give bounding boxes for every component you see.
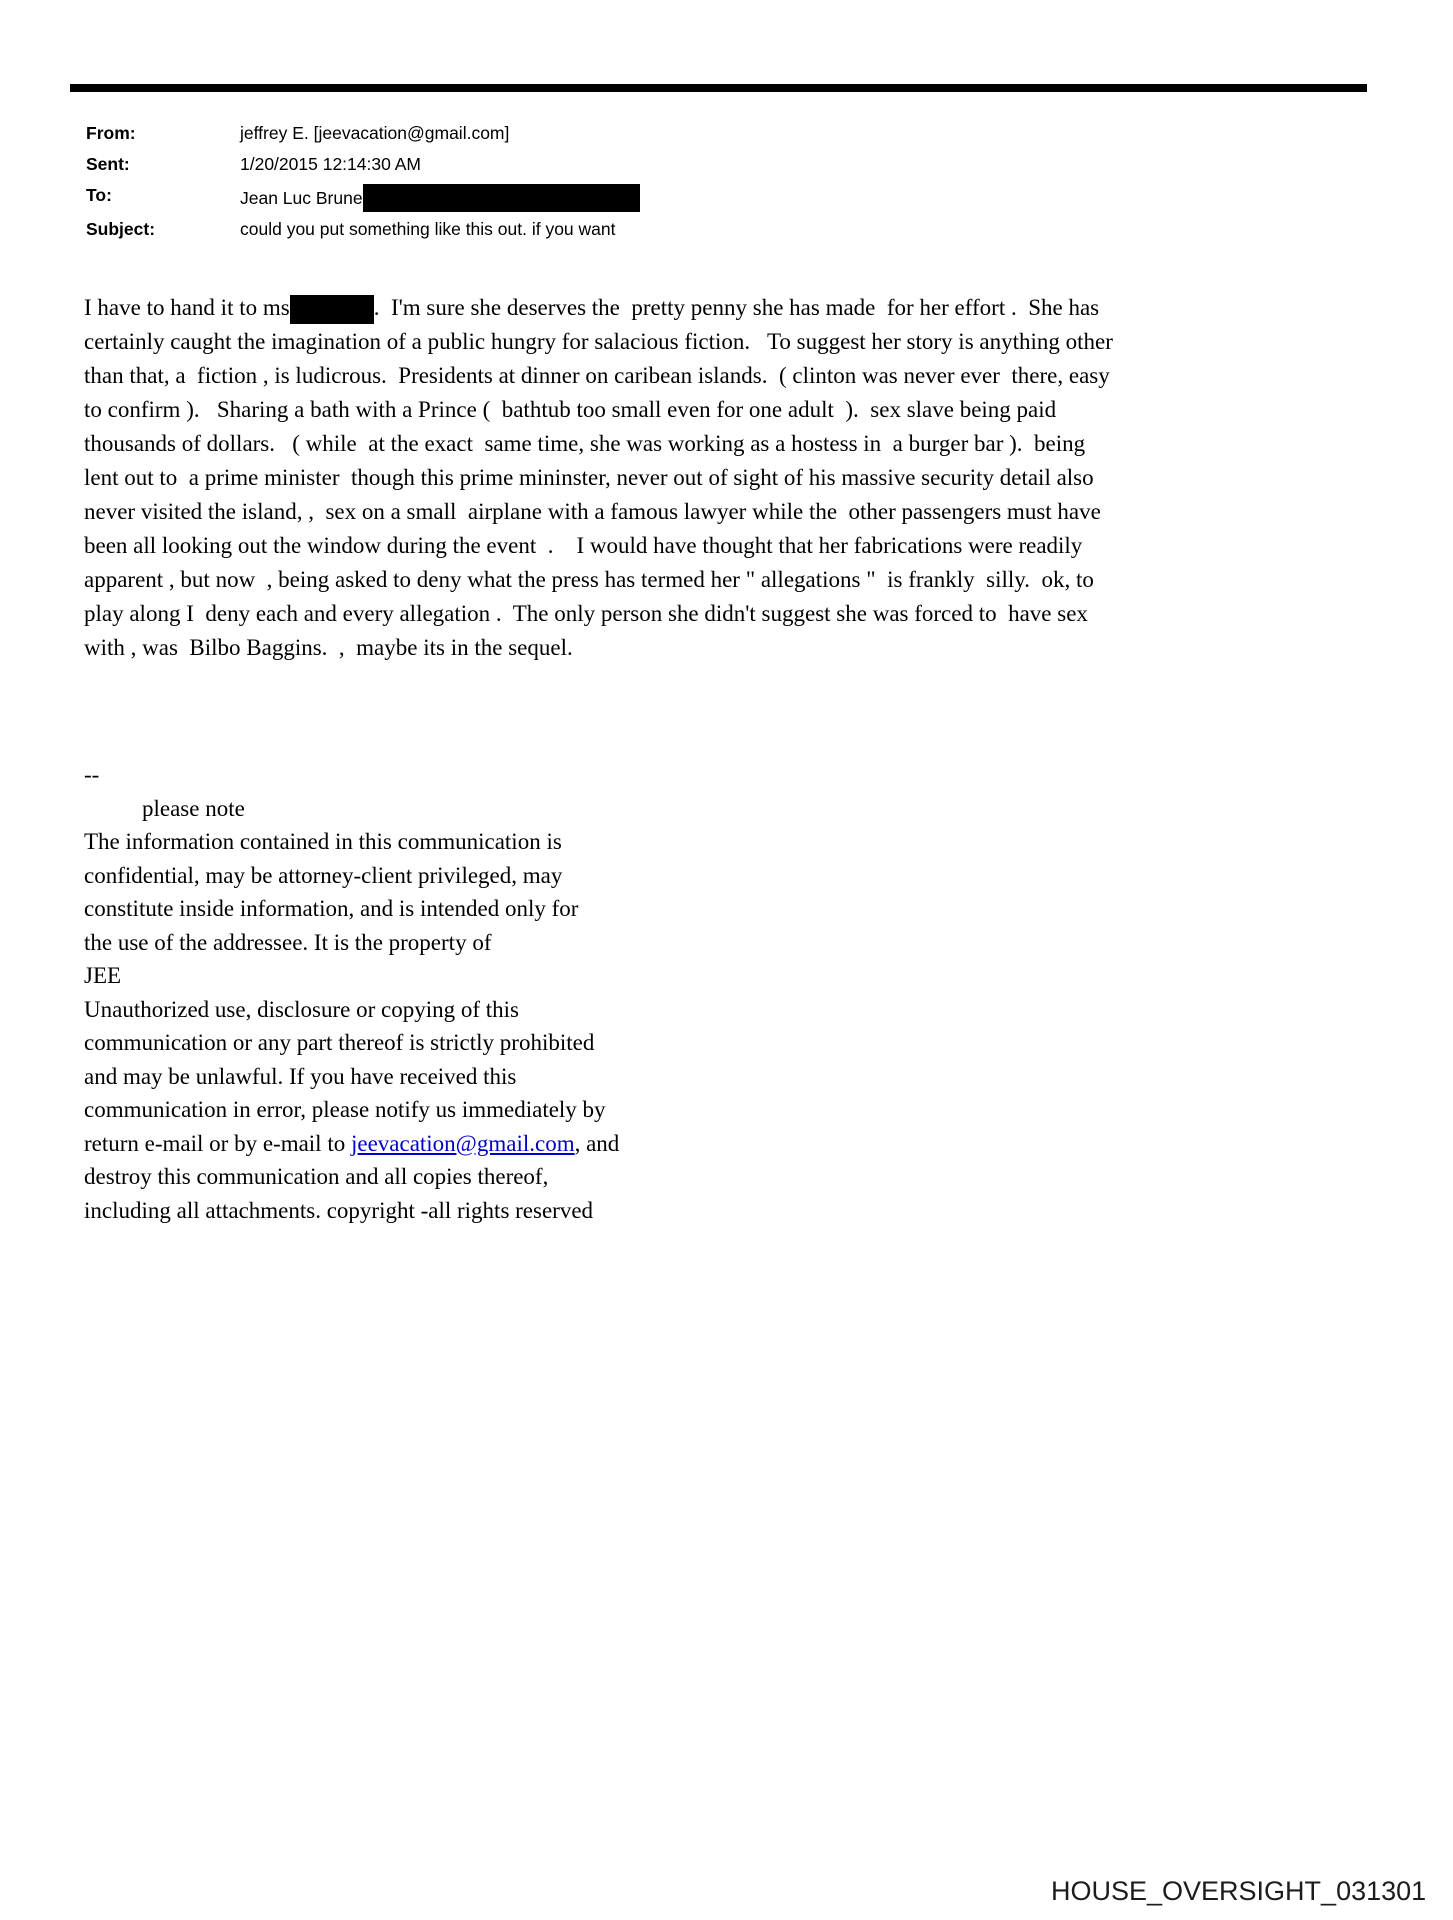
signature-note: please note: [142, 795, 245, 821]
signature-line: Unauthorized use, disclosure or copying of this: [84, 996, 519, 1022]
signature-line: communication or any part thereof is strictly prohibited: [84, 1030, 595, 1055]
from-value: jeffrey E. [jeevacation@gmail.com]: [240, 123, 510, 143]
email-line-after: , and: [574, 1130, 620, 1156]
from-label: From:: [86, 123, 136, 143]
header-row-to: [86, 180, 640, 214]
signature-block: [84, 758, 619, 1227]
subject-value: could you put something like this out. if you want: [240, 219, 616, 239]
email-body: [84, 291, 1113, 665]
email-link[interactable]: jeevacation@gmail.com: [350, 1130, 575, 1156]
to-value: [240, 180, 640, 214]
signature-line: The information contained in this communication is: [84, 829, 562, 854]
signature-line: JEE: [84, 963, 122, 988]
name-redaction-bar: [290, 295, 374, 324]
sent-label: Sent:: [86, 154, 130, 174]
bates-stamp: HOUSE_OVERSIGHT_031301: [1051, 1876, 1427, 1906]
signature-email-line: [84, 1127, 619, 1161]
to-value-text: Jean Luc Brune: [240, 188, 363, 208]
sent-value: 1/20/2015 12:14:30 AM: [240, 154, 421, 174]
signature-line: and may be unlawful. If you have received this: [84, 1063, 517, 1089]
header-row-from: [86, 118, 640, 149]
signature-line: the use of the addressee. It is the property of: [84, 929, 492, 955]
subject-label: Subject:: [86, 219, 156, 239]
body-line: been all looking out the window during the event . I would have thought that her fabrications were readily: [84, 533, 1083, 558]
signature-line: including all attachments. copyright -all rights reserved: [84, 1197, 594, 1223]
signature-line: destroy this communication and all copies thereof,: [84, 1164, 549, 1189]
body-line: play along I deny each and every allegation . The only person she didn't suggest she was forced to have sex: [84, 601, 1088, 626]
signature-line: confidential, may be attorney-client privileged, may: [84, 862, 563, 888]
header-row-sent: [86, 149, 640, 180]
body-line: certainly caught the imagination of a public hungry for salacious fiction. To suggest her story is anything other: [84, 329, 1113, 354]
signature-line: communication in error, please notify us immediately by: [84, 1097, 606, 1122]
body-line: lent out to a prime minister though this prime mininster, never out of sight of his massive security detail also: [84, 465, 1094, 490]
signature-line: constitute inside information, and is intended only for: [84, 896, 579, 921]
body-line: than that, a fiction , is ludicrous. Presidents at dinner on caribean islands. ( clinton was never ever there, easy: [84, 363, 1110, 388]
body-line1-before: I have to hand it to ms: [84, 295, 290, 320]
email-header: [86, 118, 640, 245]
body-line: apparent , but now , being asked to deny what the press has termed her " allegations " is frankly silly. ok, to: [84, 567, 1094, 592]
body-line1-after: . I'm sure she deserves the pretty penny she has made for her effort . She has: [373, 295, 1100, 320]
to-label: To:: [86, 185, 112, 205]
header-divider-rule: [70, 84, 1367, 92]
body-line: to confirm ). Sharing a bath with a Prince ( bathtub too small even for one adult ). sex slave being paid: [84, 397, 1057, 422]
body-line: never visited the island, , sex on a small airplane with a famous lawyer while the other passengers must have: [84, 499, 1101, 524]
header-row-subject: [86, 214, 640, 245]
body-line: thousands of dollars. ( while at the exact same time, she was working as a hostess in a burger bar ). being: [84, 431, 1086, 456]
email-line-before: return e-mail or by e-mail to: [84, 1130, 351, 1156]
body-line: [84, 291, 1113, 325]
body-line: with , was Bilbo Baggins. , maybe its in the sequel.: [84, 635, 573, 660]
signature-dashes: --: [84, 762, 100, 787]
to-redaction-bar: [363, 184, 640, 212]
